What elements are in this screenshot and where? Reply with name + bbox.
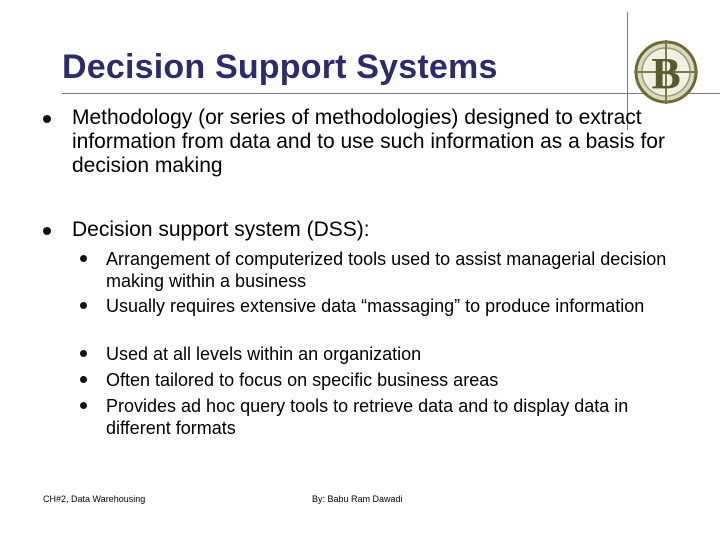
bullet-text: Methodology (or series of methodologies) designed to extract information from data and to use such information as a basis for decision making [72, 106, 665, 177]
footer-left: CH#2, Data Warehousing [43, 494, 146, 504]
sub-bullet-text: Used at all levels within an organization [106, 344, 422, 364]
sub-bullet-dot [80, 376, 87, 383]
bullet-dot [43, 115, 51, 123]
footer-center: By: Babu Ram Dawadi [312, 494, 403, 504]
sub-bullet-text: Arrangement of computerized tools used to assist managerial decision making within a business [106, 249, 667, 291]
title-underline [62, 93, 720, 94]
sub-bullet-dot [80, 255, 87, 262]
logo-icon [632, 38, 700, 106]
logo-letter: B [651, 49, 681, 98]
bullet-dot [43, 227, 51, 235]
slide-title: Decision Support Systems [62, 48, 498, 86]
bullet-text: Decision support system (DSS): [72, 218, 370, 241]
sub-bullet-dot [80, 302, 87, 309]
sub-bullet-dot [80, 350, 87, 357]
sub-bullet-text: Provides ad hoc query tools to retrieve data and to display data in different formats [106, 396, 629, 438]
sub-bullet-text: Often tailored to focus on specific business areas [106, 370, 499, 390]
sub-bullet-text: Usually requires extensive data “massaging” to produce information [106, 296, 645, 316]
sub-bullet-dot [80, 402, 87, 409]
